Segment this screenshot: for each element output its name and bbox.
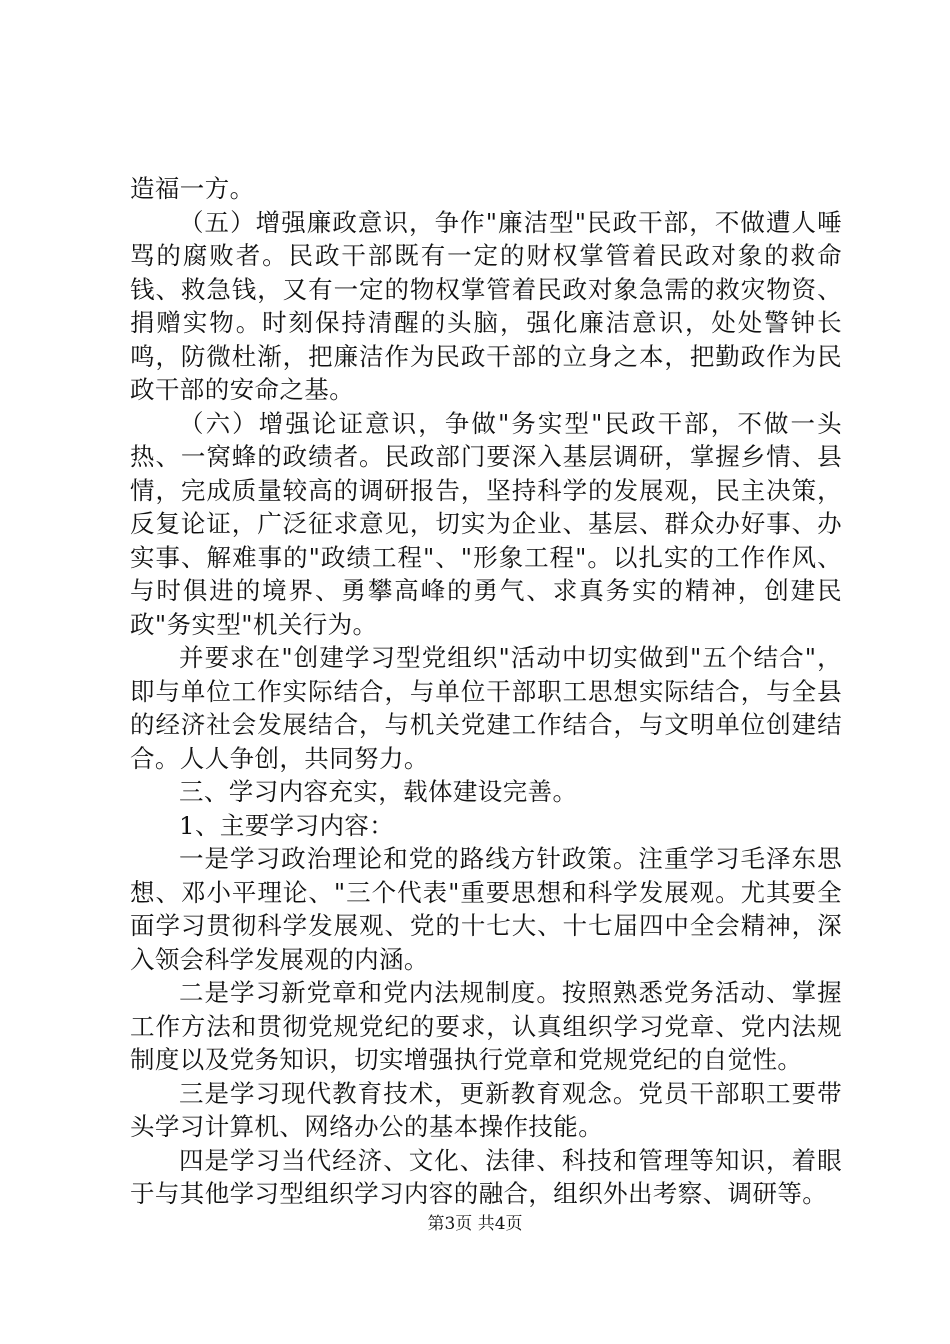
document-body: [130, 172, 842, 1211]
subheading-main-content: 1、主要学习内容：: [179, 810, 395, 840]
page-number-total: 共4页: [477, 1214, 523, 1234]
page-footer: [0, 1213, 950, 1235]
paragraph-item-6: （六）增强论证意识，争做"务实型"民政干部，不做一头热、一窝蜂的政绩者。民政部门要深入基层调研，掌握乡情、县情，完成质量较高的调研报告，坚持科学的发展观，民主决策，反复论证，广泛征求意见，切实为企业、基层、群众办好事、办实事、解难事的"政绩工程"、"形象工程"。以扎实的工作作风、与时俱进的境界、勇攀高峰的勇气、求真务实的精神，创建民政"务实型"机关行为。: [130, 408, 842, 639]
paragraph-continuation: 造福一方。: [130, 174, 255, 203]
paragraph-five-combinations: 并要求在"创建学习型党组织"活动中切实做到"五个结合"，即与单位工作实际结合，与单位干部职工思想实际结合，与全县的经济社会发展结合，与机关党建工作结合，与文明单位创建结合。人人争创，共同努力。: [130, 643, 842, 773]
paragraph-content-2: 二是学习新党章和党内法规制度。按照熟悉党务活动、掌握工作方法和贯彻党规党纪的要求，认真组织学习党章、党内法规制度以及党务知识，切实增强执行党章和党规党纪的自觉性。: [130, 978, 842, 1074]
paragraph-content-4: 四是学习当代经济、文化、法律、科技和管理等知识，着眼于与其他学习型组织学习内容的融合，组织外出考察、调研等。: [130, 1145, 842, 1208]
paragraph-content-3: 三是学习现代教育技术，更新教育观念。党员干部职工要带头学习计算机、网络办公的基本操作技能。: [130, 1078, 842, 1141]
paragraph-item-5: （五）增强廉政意识，争作"廉洁型"民政干部，不做遭人唾骂的腐败者。民政干部既有一定的财权掌管着民政对象的救命钱、救急钱，又有一定的物权掌管着民政对象急需的救灾物资、捐赠实物。时刻保持清醒的头脑，强化廉洁意识，处处警钟长鸣，防微杜渐，把廉洁作为民政干部的立身之本，把勤政作为民政干部的安命之基。: [130, 207, 842, 404]
section-heading-3: 三、学习内容充实，载体建设完善。: [179, 777, 578, 806]
page-number-current: 第3页: [427, 1214, 473, 1234]
paragraph-content-1: 一是学习政治理论和党的路线方针政策。注重学习毛泽东思想、邓小平理论、"三个代表"重要思想和科学发展观。尤其要全面学习贯彻科学发展观、党的十七大、十七届四中全会精神，深入领会科学发展观的内涵。: [130, 844, 842, 974]
